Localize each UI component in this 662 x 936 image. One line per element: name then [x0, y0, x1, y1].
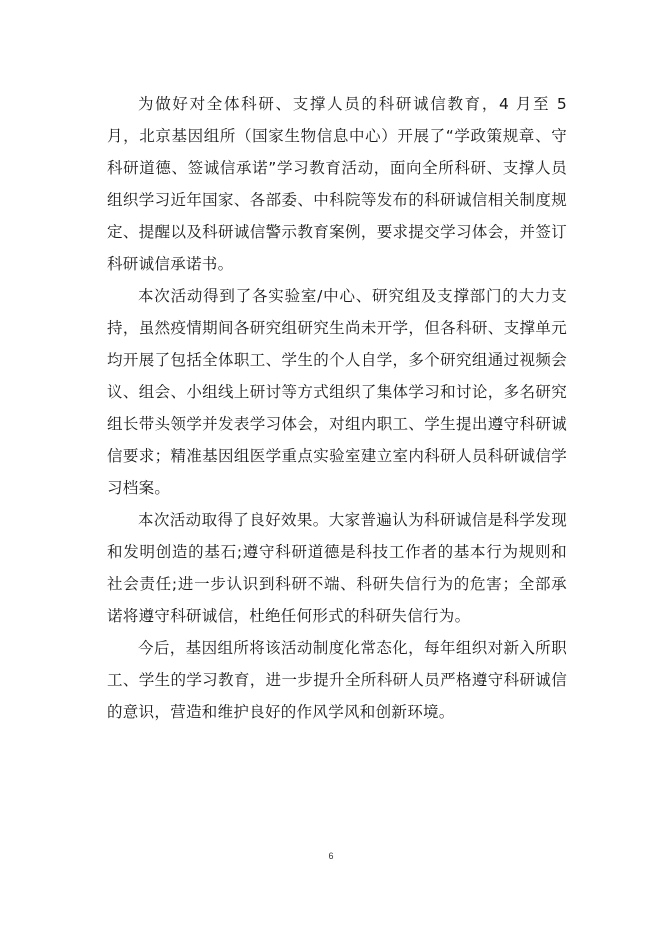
paragraph-2: 本次活动得到了各实验室/中心、研究组及支撑部门的大力支持，虽然疫情期间各研究组研究生尚未开学，但各科研、支撑单元均开展了包括全体职工、学生的个人自学，多个研究组通过视频会议、组会、小组线上研讨等方式组织了集体学习和讨论，多名研究组长带头领学并发表学习体会，对组内职工、学生提出遵守科研诚信要求；精准基因组医学重点实验室建立室内科研人员科研诚信学习档案。 [107, 287, 567, 497]
paragraph-1: 为做好对全体科研、支撑人员的科研诚信教育，4 月至 5 月，北京基因组所（国家生物信息中心）开展了“学政策规章、守科研道德、签诚信承诺”学习教育活动，面向全所科研、支撑人员组织学习近年国家、各部委、中科院等发布的科研诚信相关制度规定、提醒以及科研诚信警示教育案例，要求提交学习体会，并签订科研诚信承诺书。 [107, 95, 567, 273]
document-body [107, 88, 567, 728]
page-number: 6 [328, 851, 334, 861]
paragraph-4: 今后，基因组所将该活动制度化常态化，每年组织对新入所职工、学生的学习教育，进一步提升全所科研人员严格遵守科研诚信的意识，营造和维护良好的作风学风和创新环境。 [107, 639, 567, 721]
paragraph-3: 本次活动取得了良好效果。大家普遍认为科研诚信是科学发现和发明创造的基石;遵守科研道德是科技工作者的基本行为规则和社会责任;进一步认识到科研不端、科研失信行为的危害；全部承诺将遵守科研诚信，杜绝任何形式的科研失信行为。 [107, 511, 567, 625]
